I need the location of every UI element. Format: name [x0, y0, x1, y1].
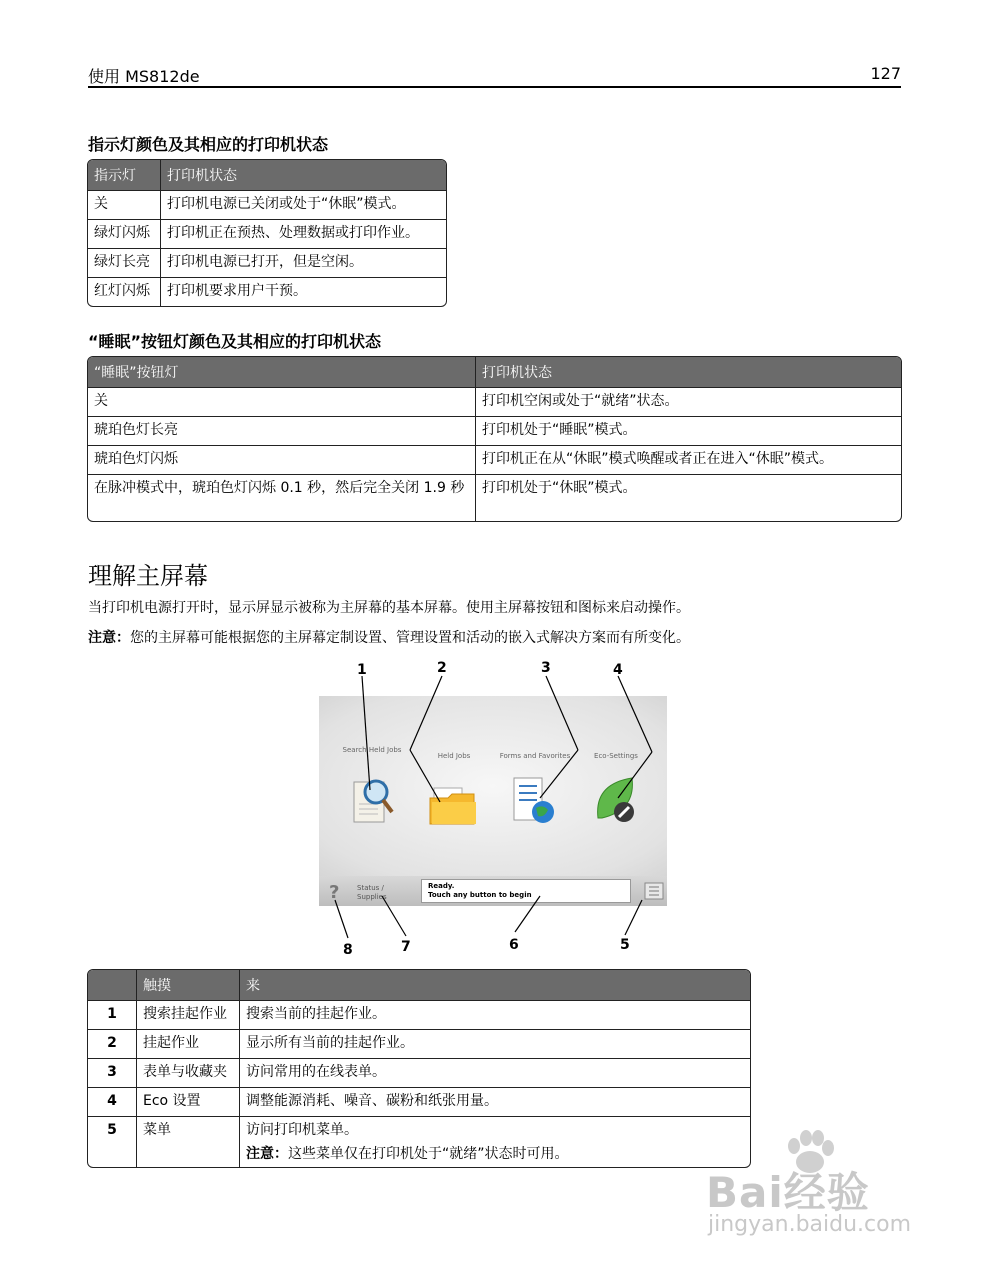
table-cell: 挂起作业: [136, 1029, 239, 1058]
note-label: 注意：: [88, 630, 130, 646]
table-cell: 绿灯闪烁: [88, 219, 160, 248]
table-cell: 打印机处于“睡眠”模式。: [475, 416, 901, 445]
callout-4: 4: [613, 662, 623, 678]
table3-header-touch: 触摸: [136, 970, 239, 1000]
table-cell: 绿灯长亮: [88, 248, 160, 277]
table-cell: 显示所有当前的挂起作业。: [239, 1029, 750, 1058]
help-button[interactable]: ?: [329, 882, 340, 903]
note-paragraph: [88, 627, 690, 647]
table-row: [88, 219, 446, 248]
table-cell: 3: [88, 1058, 136, 1087]
table2-title: “睡眠”按钮灯颜色及其相应的打印机状态: [88, 332, 382, 351]
menu-note-label: 注意：: [246, 1146, 288, 1162]
callout-7: 7: [401, 939, 411, 955]
table-cell: 1: [88, 1000, 136, 1029]
table2-header-button: “睡眠”按钮灯: [88, 357, 475, 387]
table1-header-status: 打印机状态: [160, 160, 446, 190]
table-cell: 打印机电源已关闭或处于“休眠”模式。: [160, 190, 446, 219]
tile-label-search-held-jobs: Search Held Jobs: [342, 746, 402, 754]
tile-label-held-jobs: Held Jobs: [437, 752, 471, 760]
table-cell: Eco 设置: [136, 1087, 239, 1116]
callout-lines: [300, 660, 680, 960]
watermark-brand: Bai经验: [706, 1168, 870, 1217]
table-cell: 搜索当前的挂起作业。: [239, 1000, 750, 1029]
callout-2: 2: [437, 660, 447, 676]
table-row: [88, 277, 446, 306]
table-row: [88, 1058, 750, 1087]
header-title: 使用 MS812de: [88, 67, 200, 86]
page-number: 127: [870, 64, 901, 83]
table-row: [88, 445, 901, 474]
table-cell: 访问常用的在线表单。: [239, 1058, 750, 1087]
table-cell: 搜索挂起作业: [136, 1000, 239, 1029]
table-cell: 打印机电源已打开，但是空闲。: [160, 248, 446, 277]
tile-label-eco-settings: Eco-Settings: [594, 752, 638, 760]
intro-paragraph: 当打印机电源打开时，显示屏显示被称为主屏幕的基本屏幕。使用主屏幕按钮和图标来启动操作。: [88, 600, 690, 616]
indicator-table: [87, 159, 447, 307]
table-row: [88, 190, 446, 219]
table-cell: 调整能源消耗、噪音、碳粉和纸张用量。: [239, 1087, 750, 1116]
status-touch-text: Touch any button to begin: [428, 891, 532, 899]
table-cell: 琥珀色灯长亮: [88, 416, 475, 445]
table-row: [88, 1116, 750, 1167]
table-cell: 2: [88, 1029, 136, 1058]
callout-1: 1: [357, 662, 367, 678]
table-cell-menu: [239, 1116, 750, 1167]
table-row: [88, 1029, 750, 1058]
status-supplies-button[interactable]: Status / Supplies: [357, 884, 387, 901]
menu-description: 访问打印机菜单。: [246, 1122, 358, 1138]
table-cell: 4: [88, 1087, 136, 1116]
menu-note: [246, 1145, 744, 1163]
table-row: [88, 1000, 750, 1029]
table-cell: 菜单: [136, 1116, 239, 1167]
table-cell: 关: [88, 190, 160, 219]
table-row: [88, 416, 901, 445]
table-cell: 打印机正在预热、处理数据或打印作业。: [160, 219, 446, 248]
section-heading: 理解主屏幕: [88, 562, 208, 590]
callout-6: 6: [509, 937, 519, 953]
table-cell: 表单与收藏夹: [136, 1058, 239, 1087]
callout-3: 3: [541, 660, 551, 676]
table-cell: 琥珀色灯闪烁: [88, 445, 475, 474]
table3-header-to: 来: [239, 970, 750, 1000]
table2-header-status: 打印机状态: [475, 357, 901, 387]
table-cell: 关: [88, 387, 475, 416]
header-rule: [88, 86, 901, 88]
table3-header-number: [88, 970, 136, 1000]
table-cell: 打印机处于“休眠”模式。: [475, 474, 901, 521]
table-cell: 打印机正在从“休眠”模式唤醒或者正在进入“休眠”模式。: [475, 445, 901, 474]
note-text: 您的主屏幕可能根据您的主屏幕定制设置、管理设置和活动的嵌入式解决方案而有所变化。: [130, 630, 690, 646]
table-cell: 在脉冲模式中，琥珀色灯闪烁 0.1 秒，然后完全关闭 1.9 秒: [88, 474, 475, 521]
table-row: [88, 248, 446, 277]
touch-table: [87, 969, 751, 1168]
table-cell: 打印机空闲或处于“就绪”状态。: [475, 387, 901, 416]
callout-8: 8: [343, 942, 353, 958]
callout-5: 5: [620, 937, 630, 953]
watermark-url: jingyan.baidu.com: [708, 1212, 912, 1237]
table1-header-indicator: 指示灯: [88, 160, 160, 190]
status-ready-text: Ready.: [428, 882, 455, 890]
table-cell: 红灯闪烁: [88, 277, 160, 306]
table-cell: 打印机要求用户干预。: [160, 277, 446, 306]
sleep-button-table: [87, 356, 902, 522]
tile-label-forms-favorites: Forms and Favorites: [499, 752, 571, 760]
table-cell: 5: [88, 1116, 136, 1167]
menu-note-text: 这些菜单仅在打印机处于“就绪”状态时可用。: [288, 1146, 569, 1162]
table-row: [88, 387, 901, 416]
table1-title: 指示灯颜色及其相应的打印机状态: [88, 135, 329, 154]
table-row: [88, 1087, 750, 1116]
table-row: [88, 474, 901, 521]
